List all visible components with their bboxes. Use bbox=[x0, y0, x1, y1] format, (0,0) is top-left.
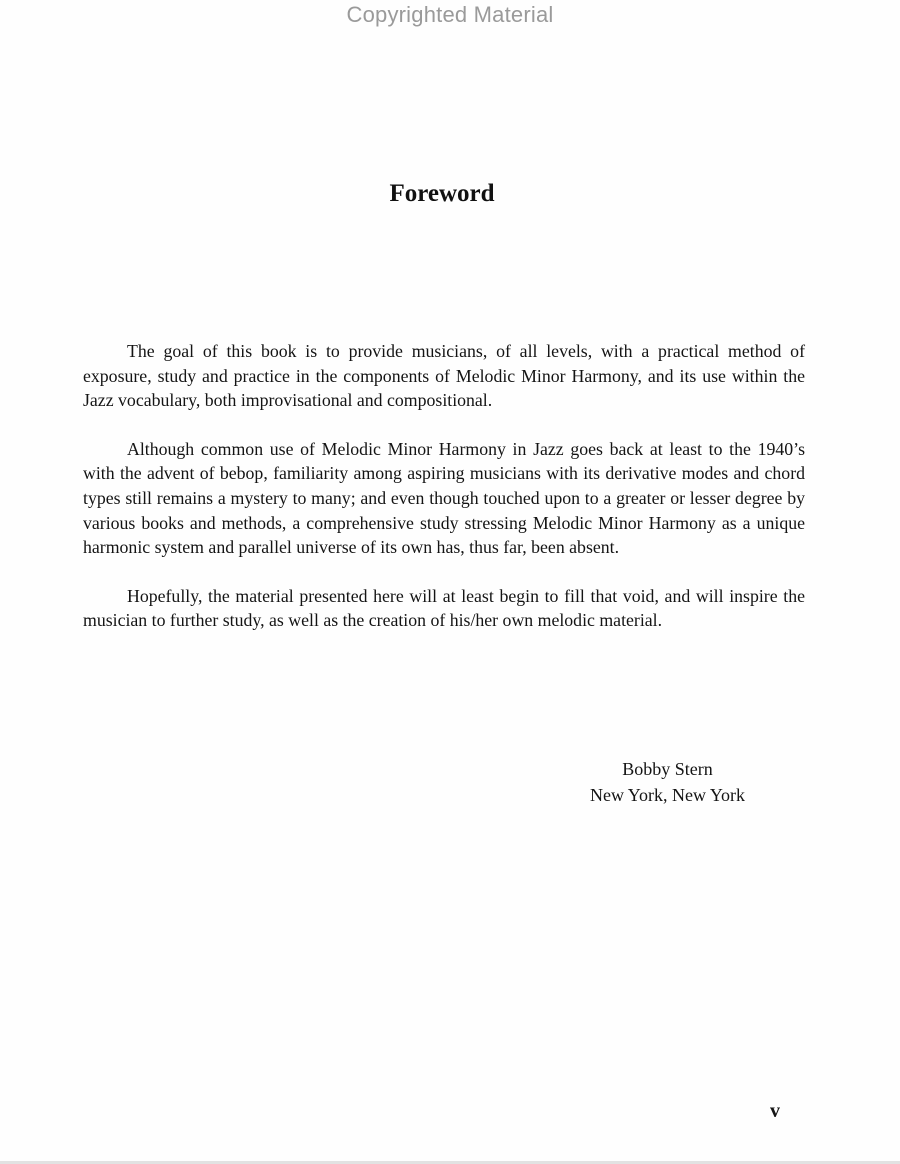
paragraph-history: Although common use of Melodic Minor Harmony in Jazz goes back at least to the 1940’s with the advent of bebop, familiarity among aspiring musicians with its derivative modes and chord types still remains a mystery to many; and even though touched upon to a greater or lesser degree by various books and methods, a comprehensive study stressing Melodic Minor Harmony as a unique harmonic system and parallel universe of its own has, thus far, been absent. bbox=[83, 438, 805, 558]
author-location: New York, New York bbox=[589, 785, 746, 805]
page-number: v bbox=[770, 1100, 780, 1122]
author-name: Bobby Stern bbox=[622, 759, 713, 779]
paragraph-hope: Hopefully, the material presented here will at least begin to fill that void, and will inspire the musician to further study, as well as the creation of his/her own melodic material. bbox=[83, 585, 805, 631]
signature-block bbox=[560, 756, 775, 808]
paragraph-goal: The goal of this book is to provide musicians, of all levels, with a practical method of exposure, study and practice in the components of Melodic Minor Harmony, and its use within the Jazz vocabulary, both improvisational and compositional. bbox=[83, 341, 805, 411]
foreword-body bbox=[83, 339, 805, 657]
copyright-watermark: Copyrighted Material bbox=[346, 2, 554, 27]
page-title: Foreword bbox=[389, 180, 495, 207]
